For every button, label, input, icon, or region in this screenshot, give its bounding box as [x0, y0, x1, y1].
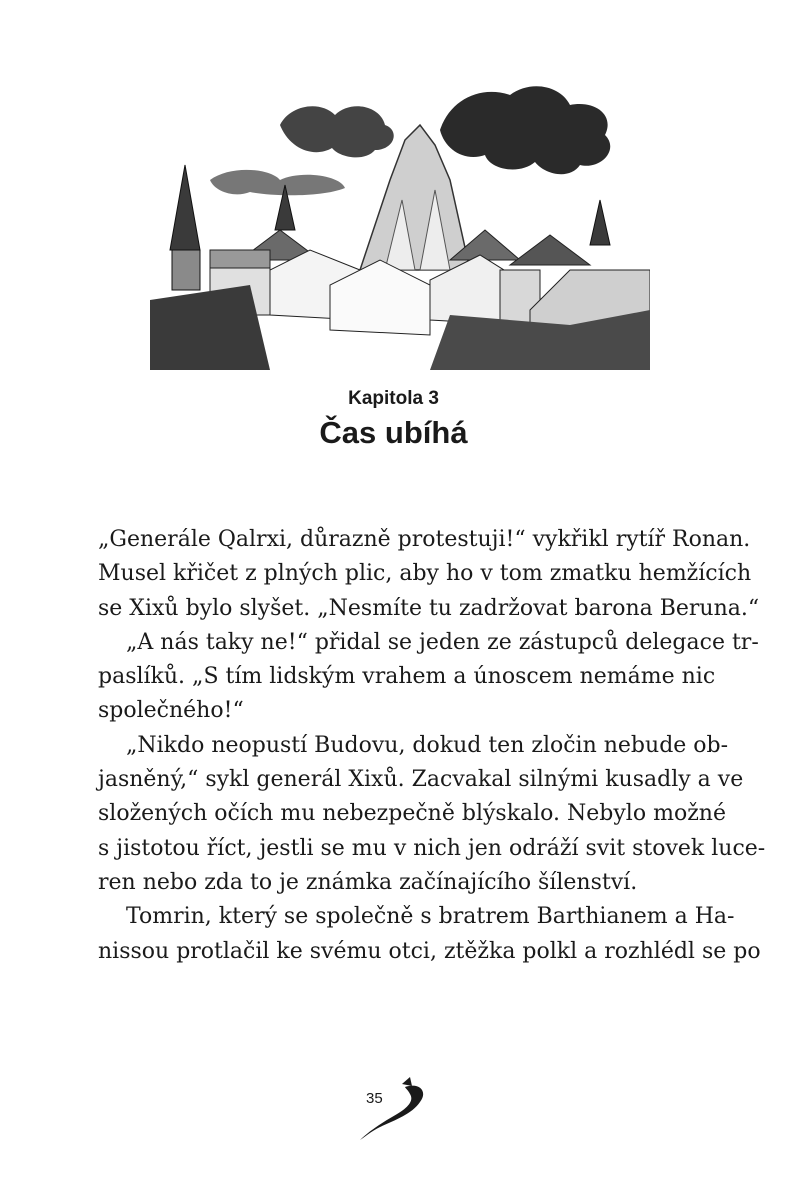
- dragon-ornament-icon: [350, 1072, 430, 1142]
- smoke-cloud: [440, 86, 610, 174]
- text-line: se Xixů bylo slyšet. „Nesmíte tu zadržovat barona Beruna.“: [98, 595, 760, 621]
- text-line: společného!“: [98, 698, 244, 724]
- text-line: nissou protlačil ke svému otci, ztěžka polkl a rozhlédl se po: [98, 938, 761, 964]
- text-line: jasněný,“ sykl generál Xixů. Zacvakal silnými kusadly a ve: [98, 767, 744, 793]
- text-line: „Nikdo neopustí Budovu, dokud ten zločin nebude ob-: [126, 732, 729, 758]
- smoke-cloud: [210, 170, 345, 195]
- tower: [590, 200, 610, 245]
- text-line: Tomrin, který se společně s bratrem Barthianem a Ha-: [126, 904, 735, 930]
- text-line: „A nás taky ne!“ přidal se jeden ze zástupců delegace tr-: [126, 629, 759, 655]
- tower: [170, 165, 200, 250]
- text-line: s jistotou říct, jestli se mu v nich jen odráží svit stovek luce-: [98, 835, 766, 861]
- text-line: ren nebo zda to je známka začínajícího šílenství.: [98, 869, 638, 895]
- chapter-title: Čas ubíhá: [319, 415, 468, 450]
- text-line: „Generále Qalrxi, důrazně protestuji!“ vykřikl rytíř Ronan.: [98, 527, 751, 552]
- roof: [510, 235, 590, 265]
- page-number: 35: [366, 1090, 383, 1107]
- text-line: složených očích mu nebezpečně blýskalo. Nebylo možné: [98, 801, 726, 827]
- body-text: [98, 523, 766, 969]
- text-line: Musel křičet z plných plic, aby ho v tom zmatku hemžících: [98, 561, 752, 587]
- smoke-cloud: [280, 106, 394, 157]
- text-line: paslíků. „S tím lidským vrahem a únoscem nemáme nic: [98, 664, 716, 690]
- chapter-label: Kapitola 3: [348, 388, 439, 409]
- town-rooftops-smoke-illustration: [150, 70, 650, 370]
- foreground-roof: [150, 285, 270, 370]
